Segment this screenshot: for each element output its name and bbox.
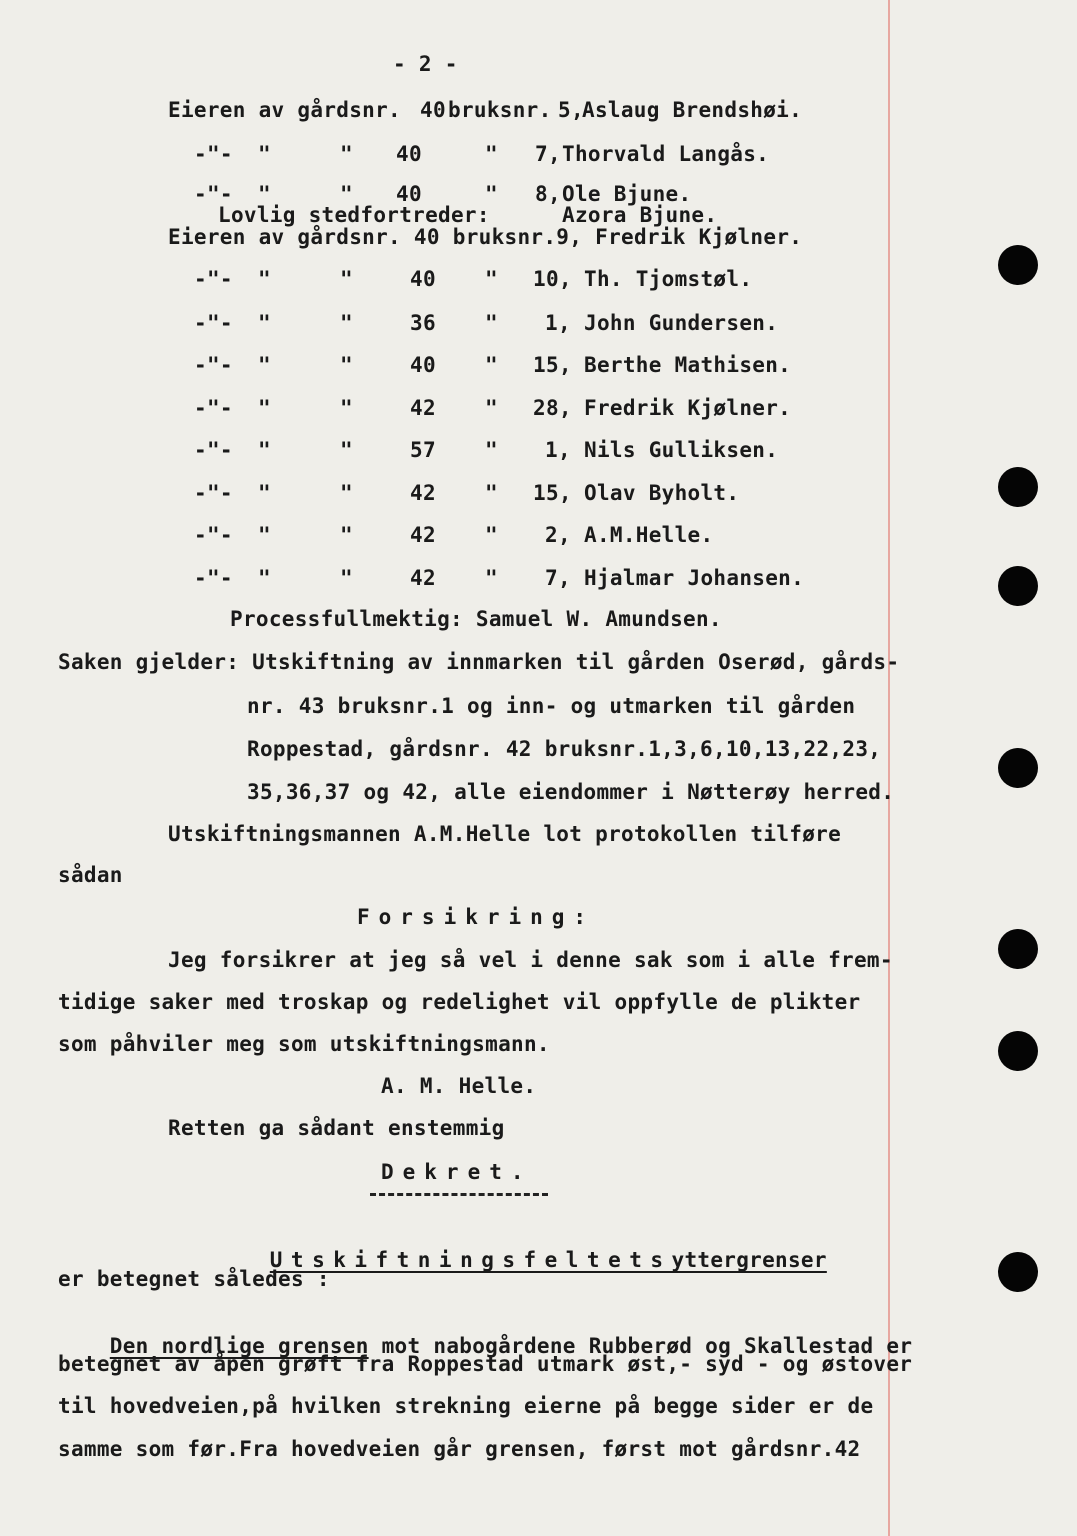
ditto-mark: " (485, 438, 498, 462)
ditto-mark: -"- (194, 481, 233, 505)
ditto-mark: " (340, 523, 353, 547)
punch-hole (998, 566, 1038, 606)
owner-bnr: 8, (535, 182, 561, 206)
ditto-mark: " (485, 396, 498, 420)
owner-prefix: -"- (194, 142, 233, 166)
ditto-mark: " (485, 481, 498, 505)
owner-gnr: 40 (396, 182, 422, 206)
owner-name: Aslaug Brendshøi. (582, 98, 803, 122)
ditto-mark: -"- (194, 267, 233, 291)
ditto-mark: " (258, 182, 271, 206)
owner-name: Ole Bjune. (562, 182, 692, 206)
case-line: 35,36,37 og 42, alle eiendommer i Nøtterøy herred. (247, 780, 895, 804)
owner-gnr: 40 (420, 98, 446, 122)
substitute-label: Lovlig stedfortreder: (218, 203, 490, 227)
ditto-mark: " (340, 566, 353, 590)
assurance-line: tidige saker med troskap og redelighet vil oppfylle de plikter (58, 990, 861, 1014)
boundary-heading-rest: yttergrenser (671, 1248, 827, 1272)
owner-name: Th. Tjomstøl. (584, 267, 753, 291)
owner-bnr: 5, (558, 98, 584, 122)
ditto-mark: " (258, 566, 271, 590)
final-line: samme som før.Fra hovedveien går grensen, først mot gårdsnr.42 (58, 1437, 861, 1461)
gnr-cell: 42 (410, 566, 436, 590)
proxy-line: Processfullmektig: Samuel W. Amundsen. (230, 607, 722, 631)
court-line: Retten ga sådant enstemmig (168, 1116, 505, 1140)
owner-name: A.M.Helle. (584, 523, 714, 547)
page-number: - 2 - (393, 52, 458, 76)
ditto-mark: -"- (194, 396, 233, 420)
owner-gnr: 40 (396, 142, 422, 166)
assurance-line: Jeg forsikrer at jeg så vel i denne sak som i alle frem- (168, 948, 893, 972)
owner-prefix: -"- (194, 182, 233, 206)
punch-hole (998, 929, 1038, 969)
owner-mid: bruksnr. (448, 98, 552, 122)
boundary-intro: er betegnet således : (58, 1267, 330, 1291)
ditto-mark: " (258, 396, 271, 420)
gnr-cell: 42 (410, 396, 436, 420)
case-line: Roppestad, gårdsnr. 42 bruksnr.1,3,6,10,13,22,23, (247, 737, 882, 761)
ditto-mark: " (340, 396, 353, 420)
ditto-mark: " (258, 142, 271, 166)
ditto-mark: " (258, 523, 271, 547)
gnr-cell: 36 (410, 311, 436, 335)
ditto-mark: -"- (194, 523, 233, 547)
margin-line (888, 0, 890, 1536)
punch-hole (998, 1031, 1038, 1071)
ditto-mark: " (340, 311, 353, 335)
ditto-mark: " (485, 311, 498, 335)
gnr-cell: 40 (410, 267, 436, 291)
punch-hole (998, 1252, 1038, 1292)
ditto-mark: " (340, 438, 353, 462)
ditto-mark: -"- (194, 353, 233, 377)
owner-name: John Gundersen. (584, 311, 779, 335)
bnr-cell: 2, (545, 523, 571, 547)
owner-bnr: 7, (535, 142, 561, 166)
ditto-mark: " (485, 142, 498, 166)
ditto-mark: " (340, 481, 353, 505)
ditto-mark: -"- (194, 311, 233, 335)
ditto-mark: " (258, 311, 271, 335)
substitute-name: Azora Bjune. (562, 203, 718, 227)
ditto-mark: " (258, 481, 271, 505)
gnr-cell: 40 (410, 353, 436, 377)
ditto-mark: " (485, 182, 498, 206)
case-line: nr. 43 bruksnr.1 og inn- og utmarken til gården (247, 694, 856, 718)
punch-hole (998, 467, 1038, 507)
gnr-cell: 42 (410, 481, 436, 505)
ditto-mark: " (258, 438, 271, 462)
assurance-line: som påhviler meg som utskiftningsmann. (58, 1032, 550, 1056)
owner-name: Nils Gulliksen. (584, 438, 779, 462)
ditto-mark: " (340, 267, 353, 291)
owner-name: Olav Byholt. (584, 481, 740, 505)
punch-hole (998, 245, 1038, 285)
case-line: Saken gjelder: Utskiftning av innmarken til gården Oserød, gårds- (58, 650, 900, 674)
bnr-cell: 10, (533, 267, 572, 291)
owner-line-9: Eieren av gårdsnr. 40 bruksnr.9, Fredrik Kjølner. (168, 225, 803, 249)
protocol-line-2: sådan (58, 863, 123, 887)
ditto-mark: " (340, 353, 353, 377)
owner-prefix: Eieren av gårdsnr. (168, 98, 401, 122)
ditto-mark: -"- (194, 566, 233, 590)
protocol-line: Utskiftningsmannen A.M.Helle lot protokollen tilføre (168, 822, 842, 846)
ditto-mark: " (485, 267, 498, 291)
bnr-cell: 1, (545, 438, 571, 462)
north-rest: mot nabogårdene Rubberød og Skallestad er (368, 1334, 913, 1358)
ditto-mark: " (340, 142, 353, 166)
owner-name: Hjalmar Johansen. (584, 566, 805, 590)
owner-name: Fredrik Kjølner. (584, 396, 792, 420)
bnr-cell: 28, (533, 396, 572, 420)
boundary-heading-spaced: Utskiftningsfeltets (269, 1248, 672, 1272)
ditto-mark: " (340, 182, 353, 206)
final-line: til hovedveien,på hvilken strekning eierne på begge sider er de (58, 1394, 874, 1418)
owner-name: Thorvald Langås. (562, 142, 770, 166)
gnr-cell: 42 (410, 523, 436, 547)
signature: A. M. Helle. (381, 1074, 537, 1098)
north-label: Den nordlige grensen (109, 1334, 369, 1358)
bnr-cell: 1, (545, 311, 571, 335)
ditto-mark: -"- (194, 438, 233, 462)
ditto-mark: " (485, 566, 498, 590)
assurance-heading: Forsikring: (357, 905, 596, 929)
gnr-cell: 57 (410, 438, 436, 462)
ditto-mark: " (485, 353, 498, 377)
owner-name: Berthe Mathisen. (584, 353, 792, 377)
ditto-mark: " (258, 353, 271, 377)
ditto-mark: " (485, 523, 498, 547)
bnr-cell: 15, (533, 353, 572, 377)
bnr-cell: 15, (533, 481, 572, 505)
decree-underline (370, 1193, 548, 1196)
decree-heading: Dekret. (381, 1160, 533, 1184)
final-line: betegnet av åpen grøft fra Roppestad utmark øst,- syd - og østover (58, 1352, 913, 1376)
punch-hole (998, 748, 1038, 788)
bnr-cell: 7, (545, 566, 571, 590)
ditto-mark: " (258, 267, 271, 291)
